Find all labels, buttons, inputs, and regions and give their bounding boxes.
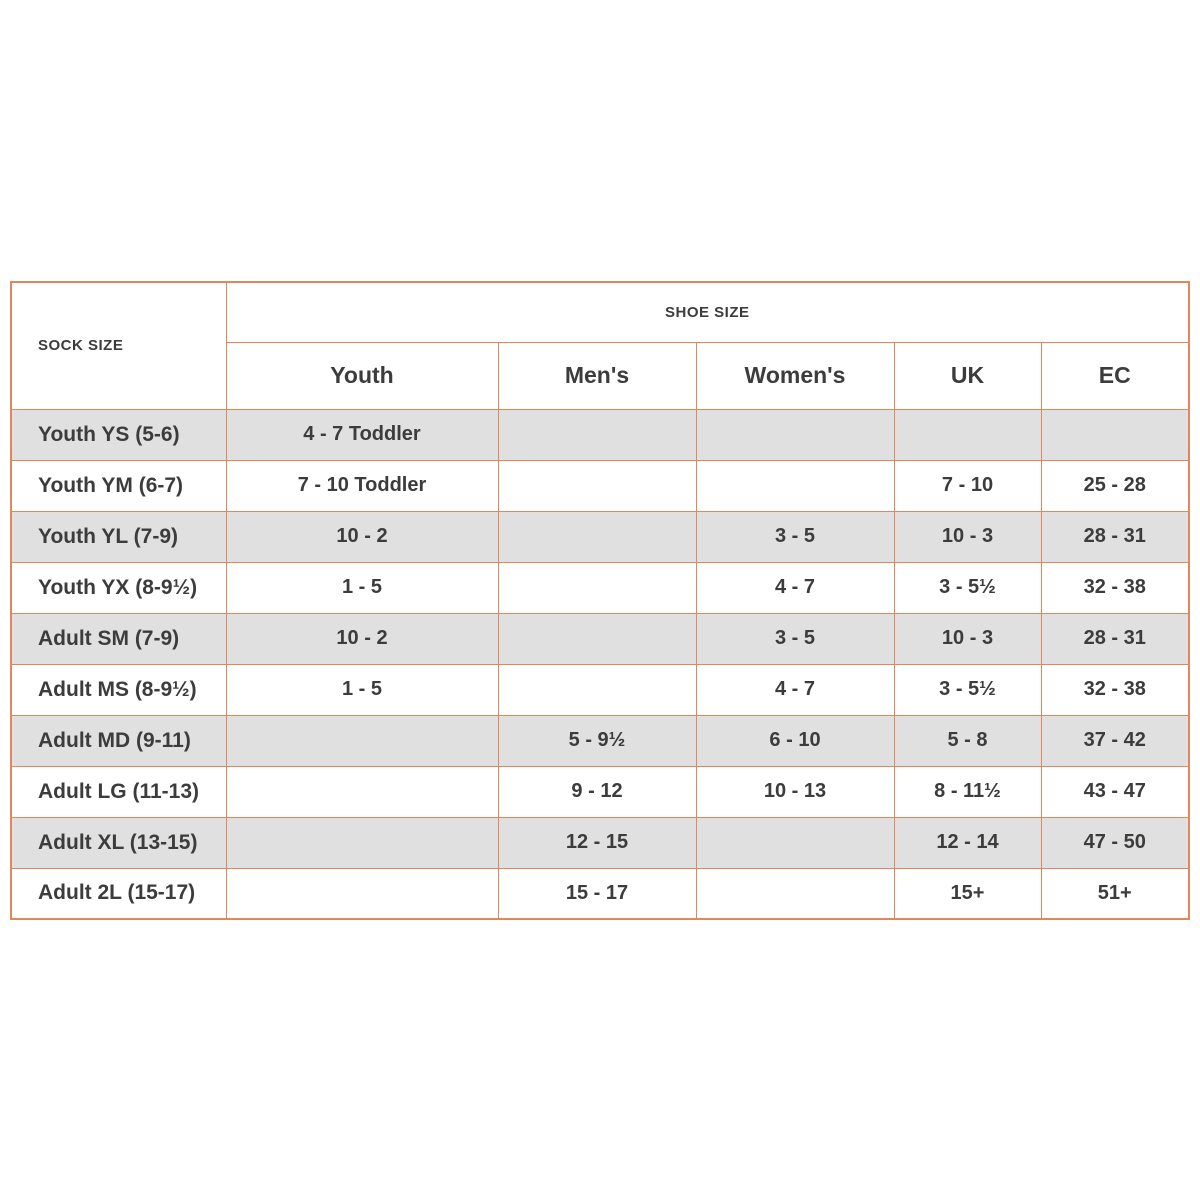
data-cell [226, 715, 498, 766]
data-cell: 4 - 7 [696, 664, 894, 715]
data-cell: 51+ [1041, 868, 1189, 919]
corner-header-sock-size: SOCK SIZE [11, 282, 226, 409]
row-header: Youth YX (8-9½) [11, 562, 226, 613]
data-cell: 37 - 42 [1041, 715, 1189, 766]
data-cell: 3 - 5½ [894, 664, 1041, 715]
row-header: Adult XL (13-15) [11, 817, 226, 868]
group-header-row [11, 282, 1189, 342]
row-header: Youth YL (7-9) [11, 511, 226, 562]
data-cell: 10 - 3 [894, 511, 1041, 562]
column-header-youth: Youth [226, 342, 498, 409]
data-cell: 15 - 17 [498, 868, 696, 919]
data-cell: 15+ [894, 868, 1041, 919]
data-cell: 3 - 5 [696, 511, 894, 562]
table-row [11, 664, 1189, 715]
data-cell: 7 - 10 [894, 460, 1041, 511]
data-cell [226, 766, 498, 817]
column-header-ec: EC [1041, 342, 1189, 409]
row-header: Adult MD (9-11) [11, 715, 226, 766]
data-cell [1041, 409, 1189, 460]
data-cell: 32 - 38 [1041, 664, 1189, 715]
data-cell: 5 - 8 [894, 715, 1041, 766]
row-header: Adult SM (7-9) [11, 613, 226, 664]
size-chart-table [10, 281, 1190, 920]
data-cell: 10 - 2 [226, 511, 498, 562]
data-cell: 10 - 3 [894, 613, 1041, 664]
data-cell [498, 460, 696, 511]
data-cell: 1 - 5 [226, 562, 498, 613]
data-cell: 10 - 13 [696, 766, 894, 817]
table-row [11, 715, 1189, 766]
column-header-mens: Men's [498, 342, 696, 409]
column-header-uk: UK [894, 342, 1041, 409]
data-cell [498, 409, 696, 460]
data-cell: 43 - 47 [1041, 766, 1189, 817]
data-cell [696, 817, 894, 868]
data-cell: 5 - 9½ [498, 715, 696, 766]
table-row [11, 817, 1189, 868]
row-header: Adult LG (11-13) [11, 766, 226, 817]
data-cell: 3 - 5 [696, 613, 894, 664]
data-cell: 4 - 7 [696, 562, 894, 613]
data-cell: 1 - 5 [226, 664, 498, 715]
data-cell: 8 - 11½ [894, 766, 1041, 817]
data-cell [226, 868, 498, 919]
data-cell: 9 - 12 [498, 766, 696, 817]
data-cell [696, 868, 894, 919]
data-cell: 28 - 31 [1041, 511, 1189, 562]
data-cell: 6 - 10 [696, 715, 894, 766]
data-cell: 25 - 28 [1041, 460, 1189, 511]
data-cell [894, 409, 1041, 460]
data-cell: 32 - 38 [1041, 562, 1189, 613]
data-cell: 3 - 5½ [894, 562, 1041, 613]
column-header-womens: Women's [696, 342, 894, 409]
data-cell: 47 - 50 [1041, 817, 1189, 868]
data-cell: 28 - 31 [1041, 613, 1189, 664]
data-cell [226, 817, 498, 868]
data-cell: 12 - 15 [498, 817, 696, 868]
row-header: Adult MS (8-9½) [11, 664, 226, 715]
data-cell: 12 - 14 [894, 817, 1041, 868]
data-cell: 10 - 2 [226, 613, 498, 664]
data-cell [498, 562, 696, 613]
row-header: Youth YM (6-7) [11, 460, 226, 511]
data-cell [696, 409, 894, 460]
table-row [11, 868, 1189, 919]
data-cell: 4 - 7 Toddler [226, 409, 498, 460]
data-cell [498, 613, 696, 664]
row-header: Adult 2L (15-17) [11, 868, 226, 919]
table-row [11, 613, 1189, 664]
data-cell [696, 460, 894, 511]
data-cell: 7 - 10 Toddler [226, 460, 498, 511]
table-row [11, 766, 1189, 817]
data-cell [498, 511, 696, 562]
table-row [11, 460, 1189, 511]
data-cell [498, 664, 696, 715]
table-row [11, 511, 1189, 562]
table-row [11, 562, 1189, 613]
row-header: Youth YS (5-6) [11, 409, 226, 460]
table-row [11, 409, 1189, 460]
group-header-shoe-size: SHOE SIZE [226, 282, 1189, 342]
